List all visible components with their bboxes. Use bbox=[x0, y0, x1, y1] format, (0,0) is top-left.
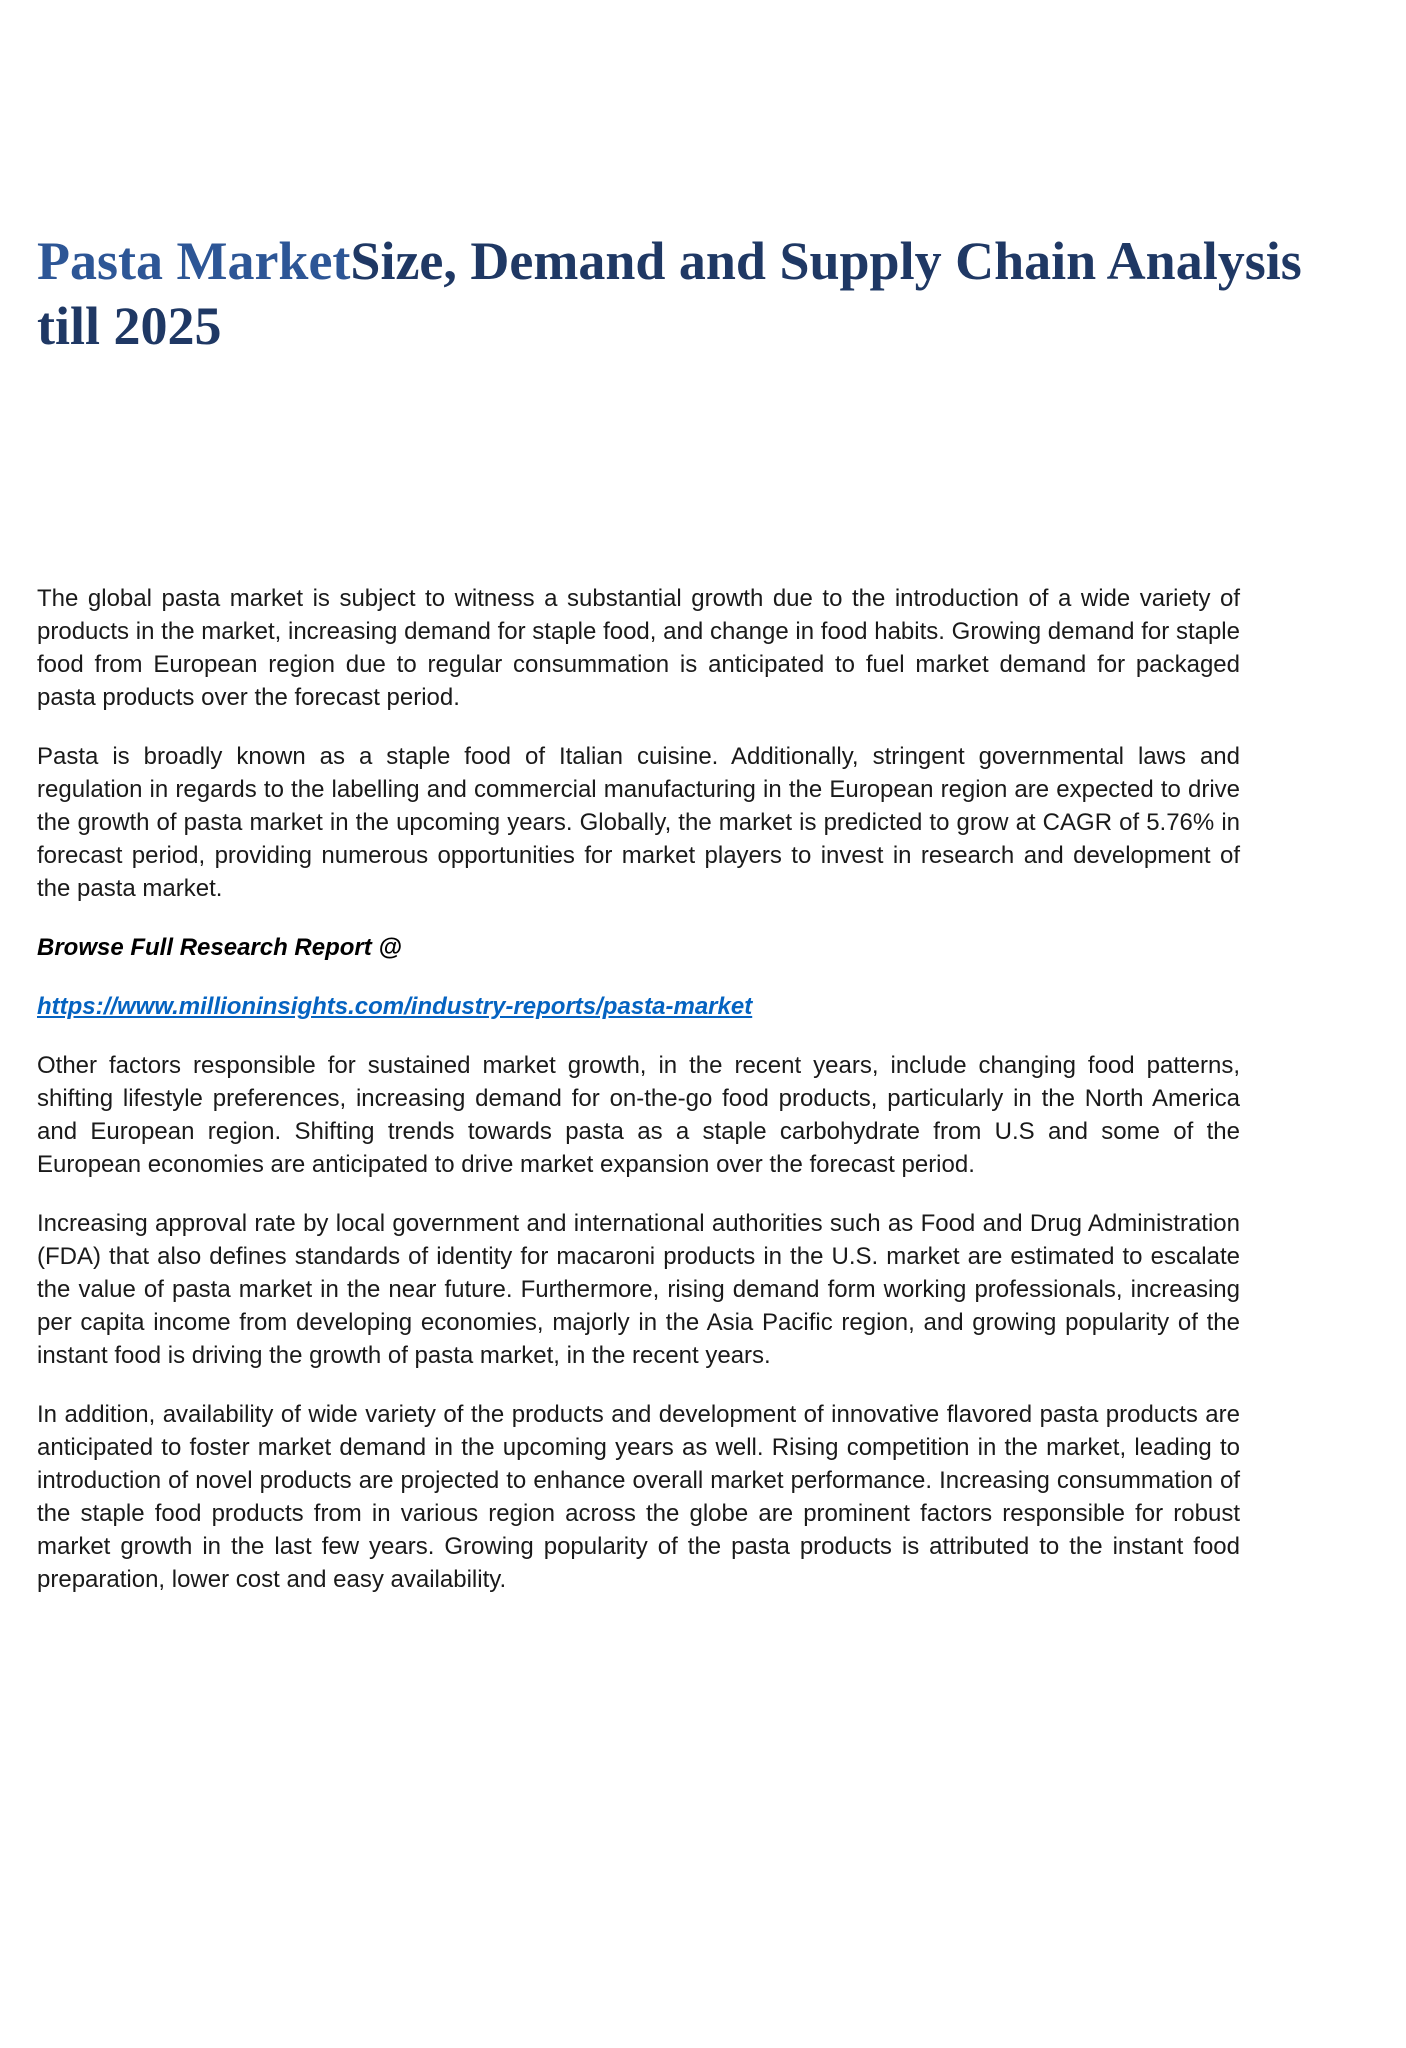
paragraph-market-growth: Pasta is broadly known as a staple food of Italian cuisine. Additionally, stringent governmental laws and regulation in regards to the labelling and commercial manufacturing in the European region are expected to drive the growth of pasta market in the upcoming years. Globally, the market is predicted to grow at CAGR of 5.76% in forecast period, providing numerous opportunities for market players to invest in research and development of the pasta market. bbox=[37, 743, 1240, 902]
paragraph-other-factors: Other factors responsible for sustained market growth, in the recent years, include changing food patterns, shifting lifestyle preferences, increasing demand for on-the-go food products, particularly in the North America and European region. Shifting trends towards pasta as a staple carbohydrate from U.S and some of the European economies are anticipated to drive market expansion over the forecast period. bbox=[37, 1052, 1240, 1178]
browse-report-label: Browse Full Research Report @ bbox=[37, 934, 402, 961]
paragraph-availability: In addition, availability of wide variety of the products and development of innovative flavored pasta products are anticipated to foster market demand in the upcoming years as well. Rising competition in the market, leading to introduction of novel products are projected to enhance overall market performance. Increasing consummation of the staple food products from in various region across the globe are prominent factors responsible for robust market growth in the last few years. Growing popularity of the pasta products is attributed to the instant food preparation, lower cost and easy availability. bbox=[37, 1401, 1240, 1593]
paragraph-approval-rate: Increasing approval rate by local government and international authorities such as Food and Drug Administration (FDA) that also defines standards of identity for macaroni products in the U.S. market are estimated to escalate the value of pasta market in the near future. Furthermore, rising demand form working professionals, increasing per capita income from developing economies, majorly in the Asia Pacific region, and growing popularity of the instant food is driving the growth of pasta market, in the recent years. bbox=[37, 1210, 1240, 1369]
title-line2: till 2025 bbox=[37, 296, 222, 356]
report-link[interactable]: https://www.millioninsights.com/industry-reports/pasta-market bbox=[37, 993, 753, 1020]
paragraph-intro: The global pasta market is subject to witness a substantial growth due to the introduction of a wide variety of products in the market, increasing demand for staple food, and change in food habits. Growing demand for staple food from European region due to regular consummation is anticipated to fuel market demand for packaged pasta products over the forecast period. bbox=[37, 585, 1240, 711]
report-link-line bbox=[37, 990, 1240, 1023]
title-run-secondary: Size, Demand and Supply Chain Analysis bbox=[350, 231, 1302, 291]
title-run-primary: Pasta Market bbox=[37, 231, 351, 291]
page-title bbox=[37, 229, 1302, 359]
document-page bbox=[0, 229, 1406, 2048]
